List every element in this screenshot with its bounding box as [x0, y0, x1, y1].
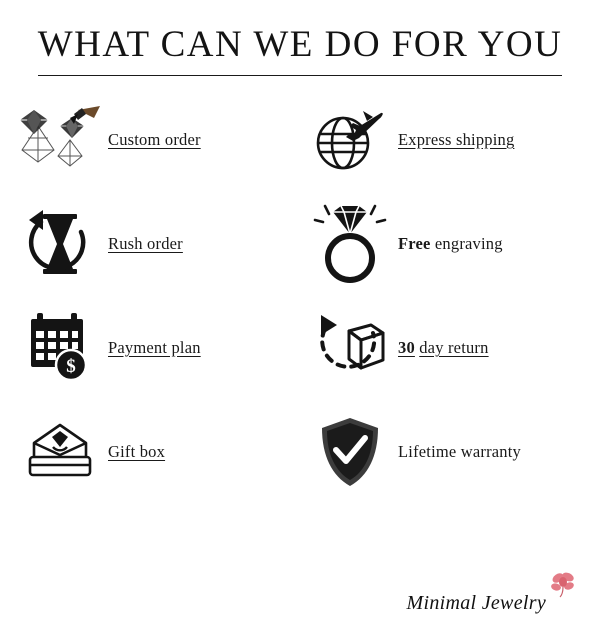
page-title: WHAT CAN WE DO FOR YOU	[37, 24, 563, 65]
diamond-ring-icon	[302, 203, 398, 285]
service-item-rush-order	[12, 202, 298, 286]
brand-logo	[407, 570, 578, 615]
service-label: Gift box	[108, 441, 166, 461]
service-label: Free engraving	[398, 233, 503, 253]
flower-icon	[548, 570, 578, 603]
hourglass-arrow-icon	[12, 203, 108, 285]
service-label: Payment plan	[108, 337, 201, 357]
header	[0, 0, 600, 76]
service-item-free-engraving	[302, 202, 588, 286]
service-label: Custom order	[108, 129, 201, 149]
brand-name: Minimal Jewelry	[406, 592, 546, 614]
service-label: Lifetime warranty	[398, 441, 521, 461]
service-item-return	[302, 306, 588, 390]
service-label: 30 day return	[398, 337, 489, 357]
shield-check-icon	[302, 411, 398, 493]
globe-airplane-icon	[302, 99, 398, 181]
service-item-custom-order	[12, 98, 298, 182]
title-divider	[38, 75, 562, 76]
diamond-ring-sketch-icon	[12, 99, 108, 181]
ring-gift-box-icon	[12, 411, 108, 493]
return-box-icon	[302, 307, 398, 389]
service-item-warranty	[302, 410, 588, 494]
service-item-express-shipping	[302, 98, 588, 182]
service-item-gift-box	[12, 410, 298, 494]
service-item-payment-plan	[12, 306, 298, 390]
service-label: Rush order	[108, 233, 183, 253]
calendar-dollar-icon	[12, 307, 108, 389]
services-grid	[0, 98, 600, 494]
svg-text:$: $	[66, 355, 76, 377]
service-label: Express shipping	[398, 129, 515, 149]
